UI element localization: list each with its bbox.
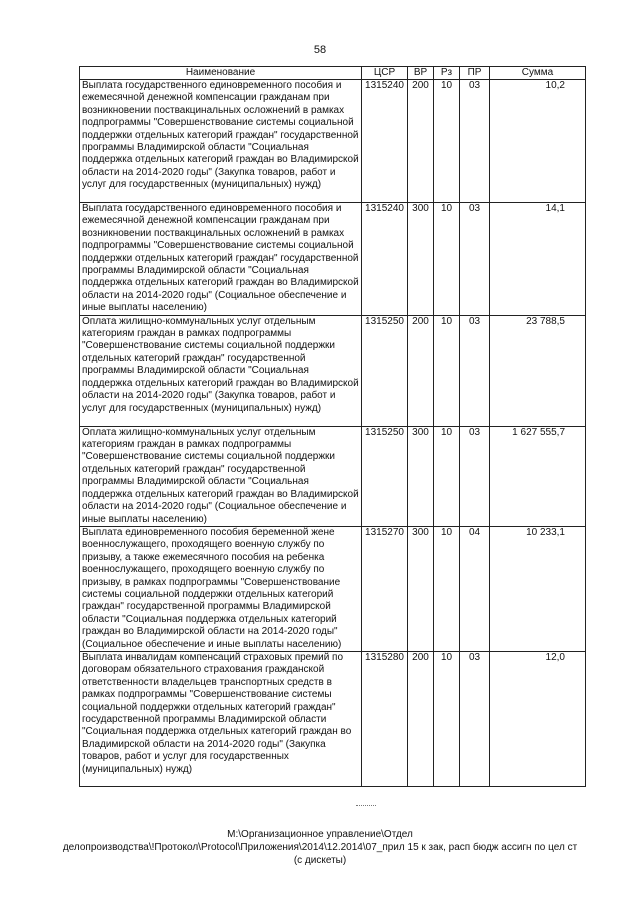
header-name: Наименование (80, 67, 362, 80)
cell-csr: 1315250 (362, 315, 408, 426)
table-row (80, 80, 586, 203)
cell-rz: 10 (434, 203, 460, 316)
cell-name: Выплата единовременного пособия беременной жене военнослужащего, проходящего военную службу по призыву, а также ежемесячного пособия на ребенка военнослужащего, проходящего военную службу по призыву, в рамках подпрограммы "Совершенствование системы социальной поддержки отдельных категорий граждан" государственной программы Владимирской области "Социальная поддержка отдельных категорий граждан во Владимирской области на 2014-2020 годы" (Социальное обеспечение и иные выплаты населению) (80, 526, 362, 651)
cell-vr: 300 (408, 526, 434, 651)
cell-pr: 03 (460, 315, 490, 426)
header-pr: ПР (460, 67, 490, 80)
cell-pr: 03 (460, 651, 490, 786)
cell-csr: 1315280 (362, 651, 408, 786)
header-sum: Сумма (490, 67, 586, 80)
cell-name: Оплата жилищно-коммунальных услуг отдельным категориям граждан в рамках подпрограммы "Совершенствование системы социальной поддержки отдельных категорий граждан" государственной программы Владимирской области "Социальная поддержка отдельных категорий граждан во Владимирской области на 2014-2020 годы" (Закупка товаров, работ и услуг для государственных (муниципальных) нужд) (80, 315, 362, 426)
table-row (80, 651, 586, 786)
table-row (80, 526, 586, 651)
cell-vr: 200 (408, 651, 434, 786)
footer-file-path (0, 828, 640, 867)
cell-name: Выплата инвалидам компенсаций страховых премий по договорам обязательного страхования гражданской ответственности владельцев транспортных средств в рамках подпрограммы "Совершенствование системы социальной поддержки отдельных категорий граждан" государственной программы Владимирской области "Социальная поддержка отдельных категорий граждан во Владимирской области на 2014-2020 годы" (Закупка товаров, работ и услуг для государственных (муниципальных) нужд) (80, 651, 362, 786)
table-row (80, 426, 586, 526)
cell-sum: 10,2 (490, 80, 586, 203)
footer-line: M:\Организационное управление\Отдел (227, 829, 413, 840)
page-number: 58 (313, 44, 327, 56)
cell-csr: 1315250 (362, 426, 408, 526)
cell-csr: 1315270 (362, 526, 408, 651)
cell-sum: 14,1 (490, 203, 586, 316)
cell-pr: 03 (460, 203, 490, 316)
cell-vr: 200 (408, 80, 434, 203)
table-header-row (80, 67, 586, 80)
header-rz: Рз (434, 67, 460, 80)
divider (356, 805, 376, 806)
cell-name: Оплата жилищно-коммунальных услуг отдельным категориям граждан в рамках подпрограммы "Совершенствование системы социальной поддержки отдельных категорий граждан" государственной программы Владимирской области "Социальная поддержка отдельных категорий граждан во Владимирской области на 2014-2020 годы" (Социальное обеспечение и иные выплаты населению) (80, 426, 362, 526)
budget-table (79, 66, 586, 787)
cell-sum: 1 627 555,7 (490, 426, 586, 526)
cell-rz: 10 (434, 651, 460, 786)
cell-name: Выплата государственного единовременного пособия и ежемесячной денежной компенсации гражданам при возникновении поствакцинальных осложнений в рамках подпрограммы "Совершенствование системы социальной поддержки отдельных категорий граждан" государственной программы Владимирской области "Социальная поддержка отдельных категорий граждан во Владимирской области на 2014-2020 годы" (Социальное обеспечение и иные выплаты населению) (80, 203, 362, 316)
cell-name: Выплата государственного единовременного пособия и ежемесячной денежной компенсации гражданам при возникновении поствакцинальных осложнений в рамках подпрограммы "Совершенствование системы социальной поддержки отдельных категорий граждан" государственной программы Владимирской области "Социальная поддержка отдельных категорий граждан во Владимирской области на 2014-2020 годы" (Закупка товаров, работ и услуг для государственных (муниципальных) нужд) (80, 80, 362, 203)
cell-sum: 23 788,5 (490, 315, 586, 426)
cell-sum: 12,0 (490, 651, 586, 786)
cell-rz: 10 (434, 526, 460, 651)
cell-vr: 300 (408, 426, 434, 526)
cell-pr: 03 (460, 426, 490, 526)
cell-rz: 10 (434, 426, 460, 526)
cell-vr: 200 (408, 315, 434, 426)
cell-rz: 10 (434, 80, 460, 203)
footer-line: (с дискеты) (293, 855, 347, 866)
cell-pr: 03 (460, 80, 490, 203)
header-csr: ЦСР (362, 67, 408, 80)
table-row (80, 203, 586, 316)
cell-sum: 10 233,1 (490, 526, 586, 651)
cell-csr: 1315240 (362, 203, 408, 316)
header-vr: ВР (408, 67, 434, 80)
cell-vr: 300 (408, 203, 434, 316)
cell-rz: 10 (434, 315, 460, 426)
cell-pr: 04 (460, 526, 490, 651)
footer-line: делопроизводства\!Протокол\Protocol\Приложения\2014\12.2014\07_прил 15 к зак, расп бюдж ассигн по цел ст (62, 842, 578, 853)
table-row (80, 315, 586, 426)
cell-csr: 1315240 (362, 80, 408, 203)
